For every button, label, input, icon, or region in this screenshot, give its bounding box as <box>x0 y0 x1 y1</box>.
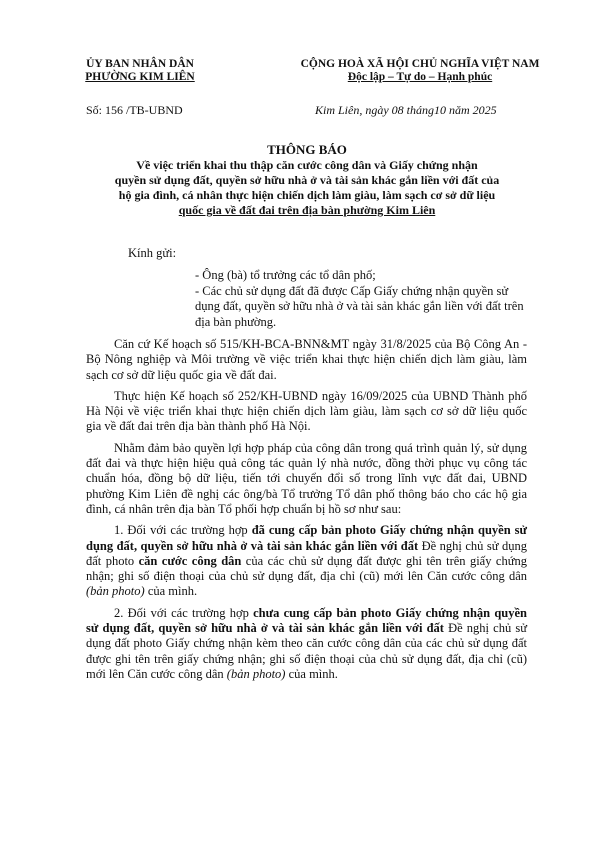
ward-name: PHƯỜNG KIM LIÊN <box>85 71 195 83</box>
instruction-item-1: 1. Đối với các trường hợp đã cung cấp bản photo Giấy chứng nhận quyền sử dụng đất, quyền sở hữu nhà ở và tài sản khác gắn liền với đất Đề nghị chủ sử dụng đất photo căn cước công dân của các chủ sử dụng đất được ghi tên trên giấy chứng nhận; ghi số điện thoại của chủ sử dụng đất, địa chỉ (cũ) mới lên Căn cước công dân (bản photo) của mình. <box>86 523 528 599</box>
italic-note: (bản photo) <box>86 584 145 599</box>
title-subject-line: Về việc triển khai thu thập căn cước công dân và Giấy chứng nhận <box>136 158 478 172</box>
italic-note: (bản photo) <box>226 666 286 681</box>
title-heading: THÔNG BÁO <box>267 142 347 157</box>
emphasis-text: chưa cung cấp bản photo Giấy chứng nhận quyền sử dụng đất, quyền sở hữu nhà ở và tài sản khác gắn liền với đất <box>86 605 527 636</box>
implementation-paragraph: Thực hiện Kế hoạch số 252/KH-UBND ngày 16/09/2025 của UBND Thành phố Hà Nội về việc triển khai thực hiện chiến dịch làm giàu, làm sạch cơ sở dữ liệu quốc gia về đất đai trên địa bàn thành phố Hà Nội. <box>86 388 527 434</box>
issuing-agency-header <box>40 58 240 84</box>
emphasis-text: đã cung cấp bản photo Giấy chứng nhận quyền sử dụng đất, quyền sở hữu nhà ở và tài sản khác gắn liền với đất <box>86 523 528 553</box>
recipient-item: - Các chủ sử dụng đất đã được Cấp Giấy chứng nhận quyền sử dụng đất, quyền sở hữu nhà ở và tài sản khác gắn liền với đất trên địa bàn phường. <box>195 283 524 329</box>
national-motto: Độc lập – Tự do – Hạnh phúc <box>347 71 493 83</box>
country-name: CỘNG HOÀ XÃ HỘI CHỦ NGHĨA VIỆT NAM <box>300 58 540 70</box>
emphasis-text: căn cước công dân <box>138 553 242 568</box>
title-subject-line: quyền sử dụng đất, quyền sở hữu nhà ở và tài sản khác gắn liền với đất của <box>114 173 500 187</box>
instruction-item-2: 2. Đối với các trường hợp chưa cung cấp bản photo Giấy chứng nhận quyền sử dụng đất, quyền sở hữu nhà ở và tài sản khác gắn liền với đất Đề nghị chủ sử dụng đất photo Giấy chứng nhận kèm theo căn cước công dân của các chủ sử dụng đất được ghi tên trên giấy chứng nhận; ghi số điện thoại của chủ sử dụng đất, địa chỉ (cũ) mới lên Căn cước công dân (bản photo) của mình. <box>86 605 527 681</box>
recipient-item: - Ông (bà) tổ trưởng các tổ dân phố; <box>195 268 376 282</box>
title-subject-line: quốc gia về đất đai trên địa bàn phường Kim Liên <box>178 203 436 217</box>
recipient-list <box>195 268 530 330</box>
title-subject-line: hộ gia đình, cá nhân thực hiện chiến dịch làm giàu, làm sạch cơ sở dữ liệu <box>118 188 496 202</box>
national-motto-header <box>270 58 570 84</box>
purpose-paragraph: Nhằm đảm bảo quyền lợi hợp pháp của công dân trong quá trình quản lý, sử dụng đất đai và thực hiện hiệu quả công tác quản lý nhà nước, đồng thời phục vụ công tác chuẩn hóa, đồng bộ dữ liệu, tiến tới chuyển đổi số trong lĩnh vực đất đai, UBND phường Kim Liên đề nghị các ông/bà Tổ trưởng Tổ dân phố thông báo cho các hộ gia đình, cá nhân trên địa bàn Tổ phối hợp chuẩn bị hồ sơ như sau: <box>86 440 527 516</box>
document-number: Số: 156 /TB-UBND <box>86 103 183 117</box>
place-and-date: Kim Liên, ngày 08 tháng10 năm 2025 <box>315 103 497 117</box>
legal-basis-paragraph: Căn cứ Kế hoạch số 515/KH-BCA-BNN&MT ngày 31/8/2025 của Bộ Công An - Bộ Nông nghiệp và Môi trường về việc triển khai thực hiện chiến dịch làm giàu, làm sạch cơ sở dữ liệu quốc gia về đất đai. <box>86 337 527 382</box>
agency-name: ỦY BAN NHÂN DÂN <box>86 58 194 70</box>
document-title <box>92 142 522 218</box>
notice-body <box>86 337 527 688</box>
greeting-label: Kính gửi: <box>128 246 177 260</box>
